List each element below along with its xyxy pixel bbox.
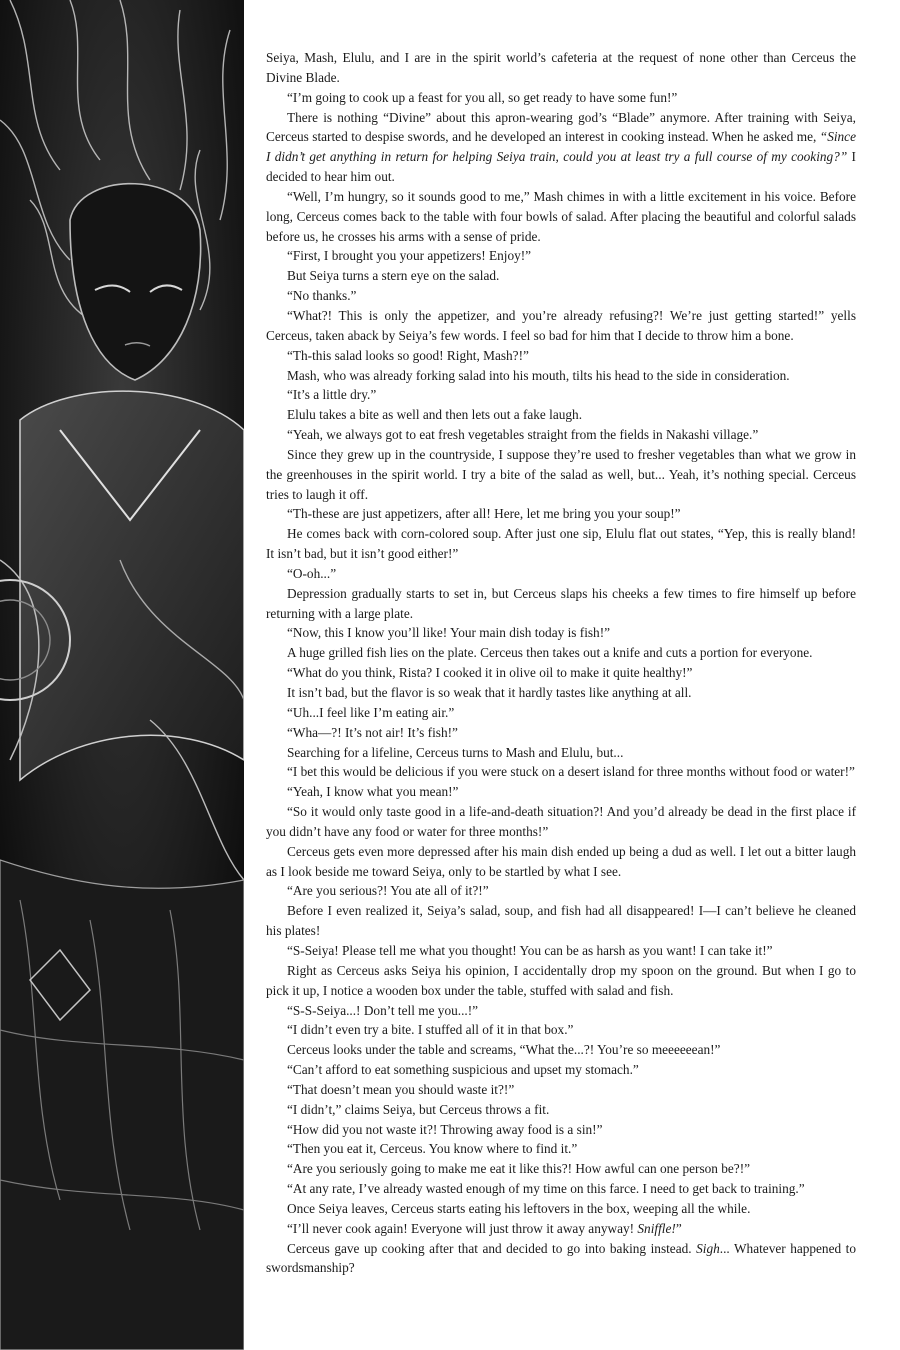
text-run: A huge grilled fish lies on the plate. Cerceus then takes out a knife and cuts a portion for everyone. [287, 645, 813, 661]
text-run: Depression gradually starts to set in, but Cerceus slaps his cheeks a few times to fire himself up before returning with a large plate. [266, 585, 856, 621]
text-run: “I bet this would be delicious if you were stuck on a desert island for three months without food or water!” [287, 764, 855, 780]
character-illustration [0, 0, 244, 1350]
text-run: “At any rate, I’ve already wasted enough of my time on this farce. I need to get back to training.” [287, 1181, 805, 1197]
text-run: “S-Seiya! Please tell me what you thought! You can be as harsh as you want! I can take it!” [287, 942, 773, 958]
text-run: “Are you serious?! You ate all of it?!” [287, 883, 489, 899]
text-run: “I’ll never cook again! Everyone will just throw it away anyway! [287, 1220, 638, 1236]
text-run: Seiya, Mash, Elulu, and I are in the spirit world’s cafeteria at the request of none other than Cerceus the Divine Blade. [266, 50, 856, 85]
paragraph [266, 683, 856, 703]
text-run: “That doesn’t mean you should waste it?!” [287, 1081, 515, 1097]
paragraph [266, 405, 856, 425]
text-run: Cerceus gave up cooking after that and decided to go into baking instead. [287, 1240, 697, 1256]
paragraph [266, 246, 856, 266]
text-run: Elulu takes a bite as well and then lets out a fake laugh. [287, 407, 583, 423]
paragraph [266, 385, 856, 405]
paragraph [266, 306, 856, 346]
paragraph [266, 1060, 856, 1080]
text-run: Searching for a lifeline, Cerceus turns to Mash and Elulu, but... [287, 744, 624, 760]
paragraph [266, 1001, 856, 1021]
paragraph [266, 881, 856, 901]
paragraph [266, 941, 856, 961]
text-run: He comes back with corn-colored soup. After just one sip, Elulu flat out states, “Yep, this is really bland! It isn’t bad, but it isn’t good either!” [266, 526, 856, 562]
paragraph [266, 366, 856, 386]
paragraph [266, 88, 856, 108]
paragraph [266, 564, 856, 584]
text-run: “Then you eat it, Cerceus. You know where to find it.” [287, 1141, 578, 1157]
paragraph [266, 1199, 856, 1219]
text-run: “Wha—?! It’s not air! It’s fish!” [287, 724, 458, 740]
text-run: “Can’t afford to eat something suspicious and upset my stomach.” [287, 1062, 639, 1078]
text-run: “What?! This is only the appetizer, and you’re already refusing?! We’re just getting started!” yells Cerceus, taken aback by Seiya’s few words. I feel so bad for him that I decide to throw him a bone. [266, 307, 856, 343]
text-run: “Th-these are just appetizers, after all! Here, let me bring you your soup!” [287, 506, 681, 522]
italic-text: Sniffle! [637, 1220, 676, 1236]
paragraph [266, 1120, 856, 1140]
story-text [266, 48, 856, 1278]
paragraph [266, 623, 856, 643]
paragraph [266, 445, 856, 505]
text-run: It isn’t bad, but the flavor is so weak that it hardly tastes like anything at all. [287, 685, 692, 700]
text-run: ” [675, 1220, 682, 1236]
text-run: But Seiya turns a stern eye on the salad. [287, 268, 500, 284]
text-run: Right as Cerceus asks Seiya his opinion, I accidentally drop my spoon on the ground. But when I go to pick it up, I notice a wooden box under the table, stuffed with salad and fish. [266, 962, 856, 998]
paragraph [266, 703, 856, 723]
paragraph [266, 723, 856, 743]
paragraph [266, 187, 856, 247]
text-run: “So it would only taste good in a life-and-death situation?! And you’d already be dead in the first place if you didn’t have any food or water for three months!” [266, 804, 856, 839]
text-run: “I didn’t even try a bite. I stuffed all of it in that box.” [287, 1022, 574, 1038]
text-run: “Uh...I feel like I’m eating air.” [287, 704, 455, 720]
paragraph [266, 1080, 856, 1100]
text-run: ... Whatever happened to swordsmanship? [266, 1240, 856, 1276]
paragraph [266, 1219, 856, 1239]
text-run: Since they grew up in the countryside, I suppose they’re used to fresher vegetables than what we grow in the greenhouses in the spirit world. I try a bite of the salad as well, but... Yeah, it’s nothing special. Cerceus tries to laugh it off. [266, 446, 856, 502]
text-run: Once Seiya leaves, Cerceus starts eating his leftovers in the box, weeping all the while. [287, 1200, 751, 1216]
text-run: “Are you seriously going to make me eat it like this?! How awful can one person be?!” [287, 1161, 751, 1177]
paragraph [266, 762, 856, 782]
text-run: “What do you think, Rista? I cooked it in olive oil to make it quite healthy!” [287, 665, 693, 681]
paragraph [266, 961, 856, 1001]
text-run: “O-oh...” [287, 565, 337, 581]
text-run: “First, I brought you your appetizers! Enjoy!” [287, 248, 532, 264]
text-run: “Th-this salad looks so good! Right, Mash?!” [287, 347, 529, 363]
italic-text: “Since I didn’t get anything in return for helping Seiya train, could you at least try a full course of my cooking?” [266, 129, 856, 165]
text-run: “S-S-Seiya...! Don’t tell me you...!” [287, 1002, 479, 1018]
paragraph [266, 108, 856, 187]
paragraph [266, 1239, 856, 1279]
text-run: “Now, this I know you’ll like! Your main dish today is fish!” [287, 625, 611, 641]
text-run: “It’s a little dry.” [287, 387, 377, 403]
paragraph [266, 743, 856, 763]
paragraph [266, 584, 856, 624]
text-run: “Yeah, we always got to eat fresh vegetables straight from the fields in Nakashi village.” [287, 427, 759, 443]
paragraph [266, 1040, 856, 1060]
italic-text: Sigh [696, 1240, 720, 1256]
text-run: “I didn’t,” claims Seiya, but Cerceus throws a fit. [287, 1101, 550, 1117]
paragraph [266, 524, 856, 564]
paragraph [266, 286, 856, 306]
paragraph [266, 266, 856, 286]
text-run: There is nothing “Divine” about this apron-wearing god’s “Blade” anymore. After training with Seiya, Cerceus started to despise swords, and he developed an interest in cooking instead. When he asked me, [266, 109, 856, 145]
paragraph [266, 346, 856, 366]
text-run: “Well, I’m hungry, so it sounds good to me,” Mash chimes in with a little excitement in his voice. Before long, Cerceus comes back to the table with four bowls of salad. After placing the beautiful and colorful salads before us, he crosses his arms with a sense of pride. [266, 188, 856, 244]
paragraph [266, 663, 856, 683]
paragraph [266, 1139, 856, 1159]
text-run: I decided to hear him out. [266, 149, 856, 185]
paragraph [266, 842, 856, 882]
paragraph [266, 1179, 856, 1199]
paragraph [266, 1100, 856, 1120]
text-run: Cerceus looks under the table and screams, “What the...?! You’re so meeeeeean!” [287, 1042, 721, 1058]
paragraph [266, 504, 856, 524]
paragraph [266, 1020, 856, 1040]
paragraph [266, 782, 856, 802]
paragraph [266, 425, 856, 445]
paragraph [266, 901, 856, 941]
text-run: “How did you not waste it?! Throwing away food is a sin!” [287, 1121, 603, 1137]
paragraph [266, 802, 856, 842]
paragraph [266, 48, 856, 88]
text-run: “No thanks.” [287, 288, 357, 304]
paragraph [266, 1159, 856, 1179]
text-run: Mash, who was already forking salad into his mouth, tilts his head to the side in consideration. [287, 367, 790, 383]
paragraph [266, 643, 856, 663]
text-run: Cerceus gets even more depressed after his main dish ended up being a dud as well. I let out a bitter laugh as I look beside me toward Seiya, only to be startled by what I see. [266, 843, 856, 879]
text-run: “Yeah, I know what you mean!” [287, 784, 459, 800]
text-run: “I’m going to cook up a feast for you all, so get ready to have some fun!” [287, 89, 678, 105]
text-run: Before I even realized it, Seiya’s salad, soup, and fish had all disappeared! I—I can’t believe he cleaned his plates! [266, 903, 856, 939]
